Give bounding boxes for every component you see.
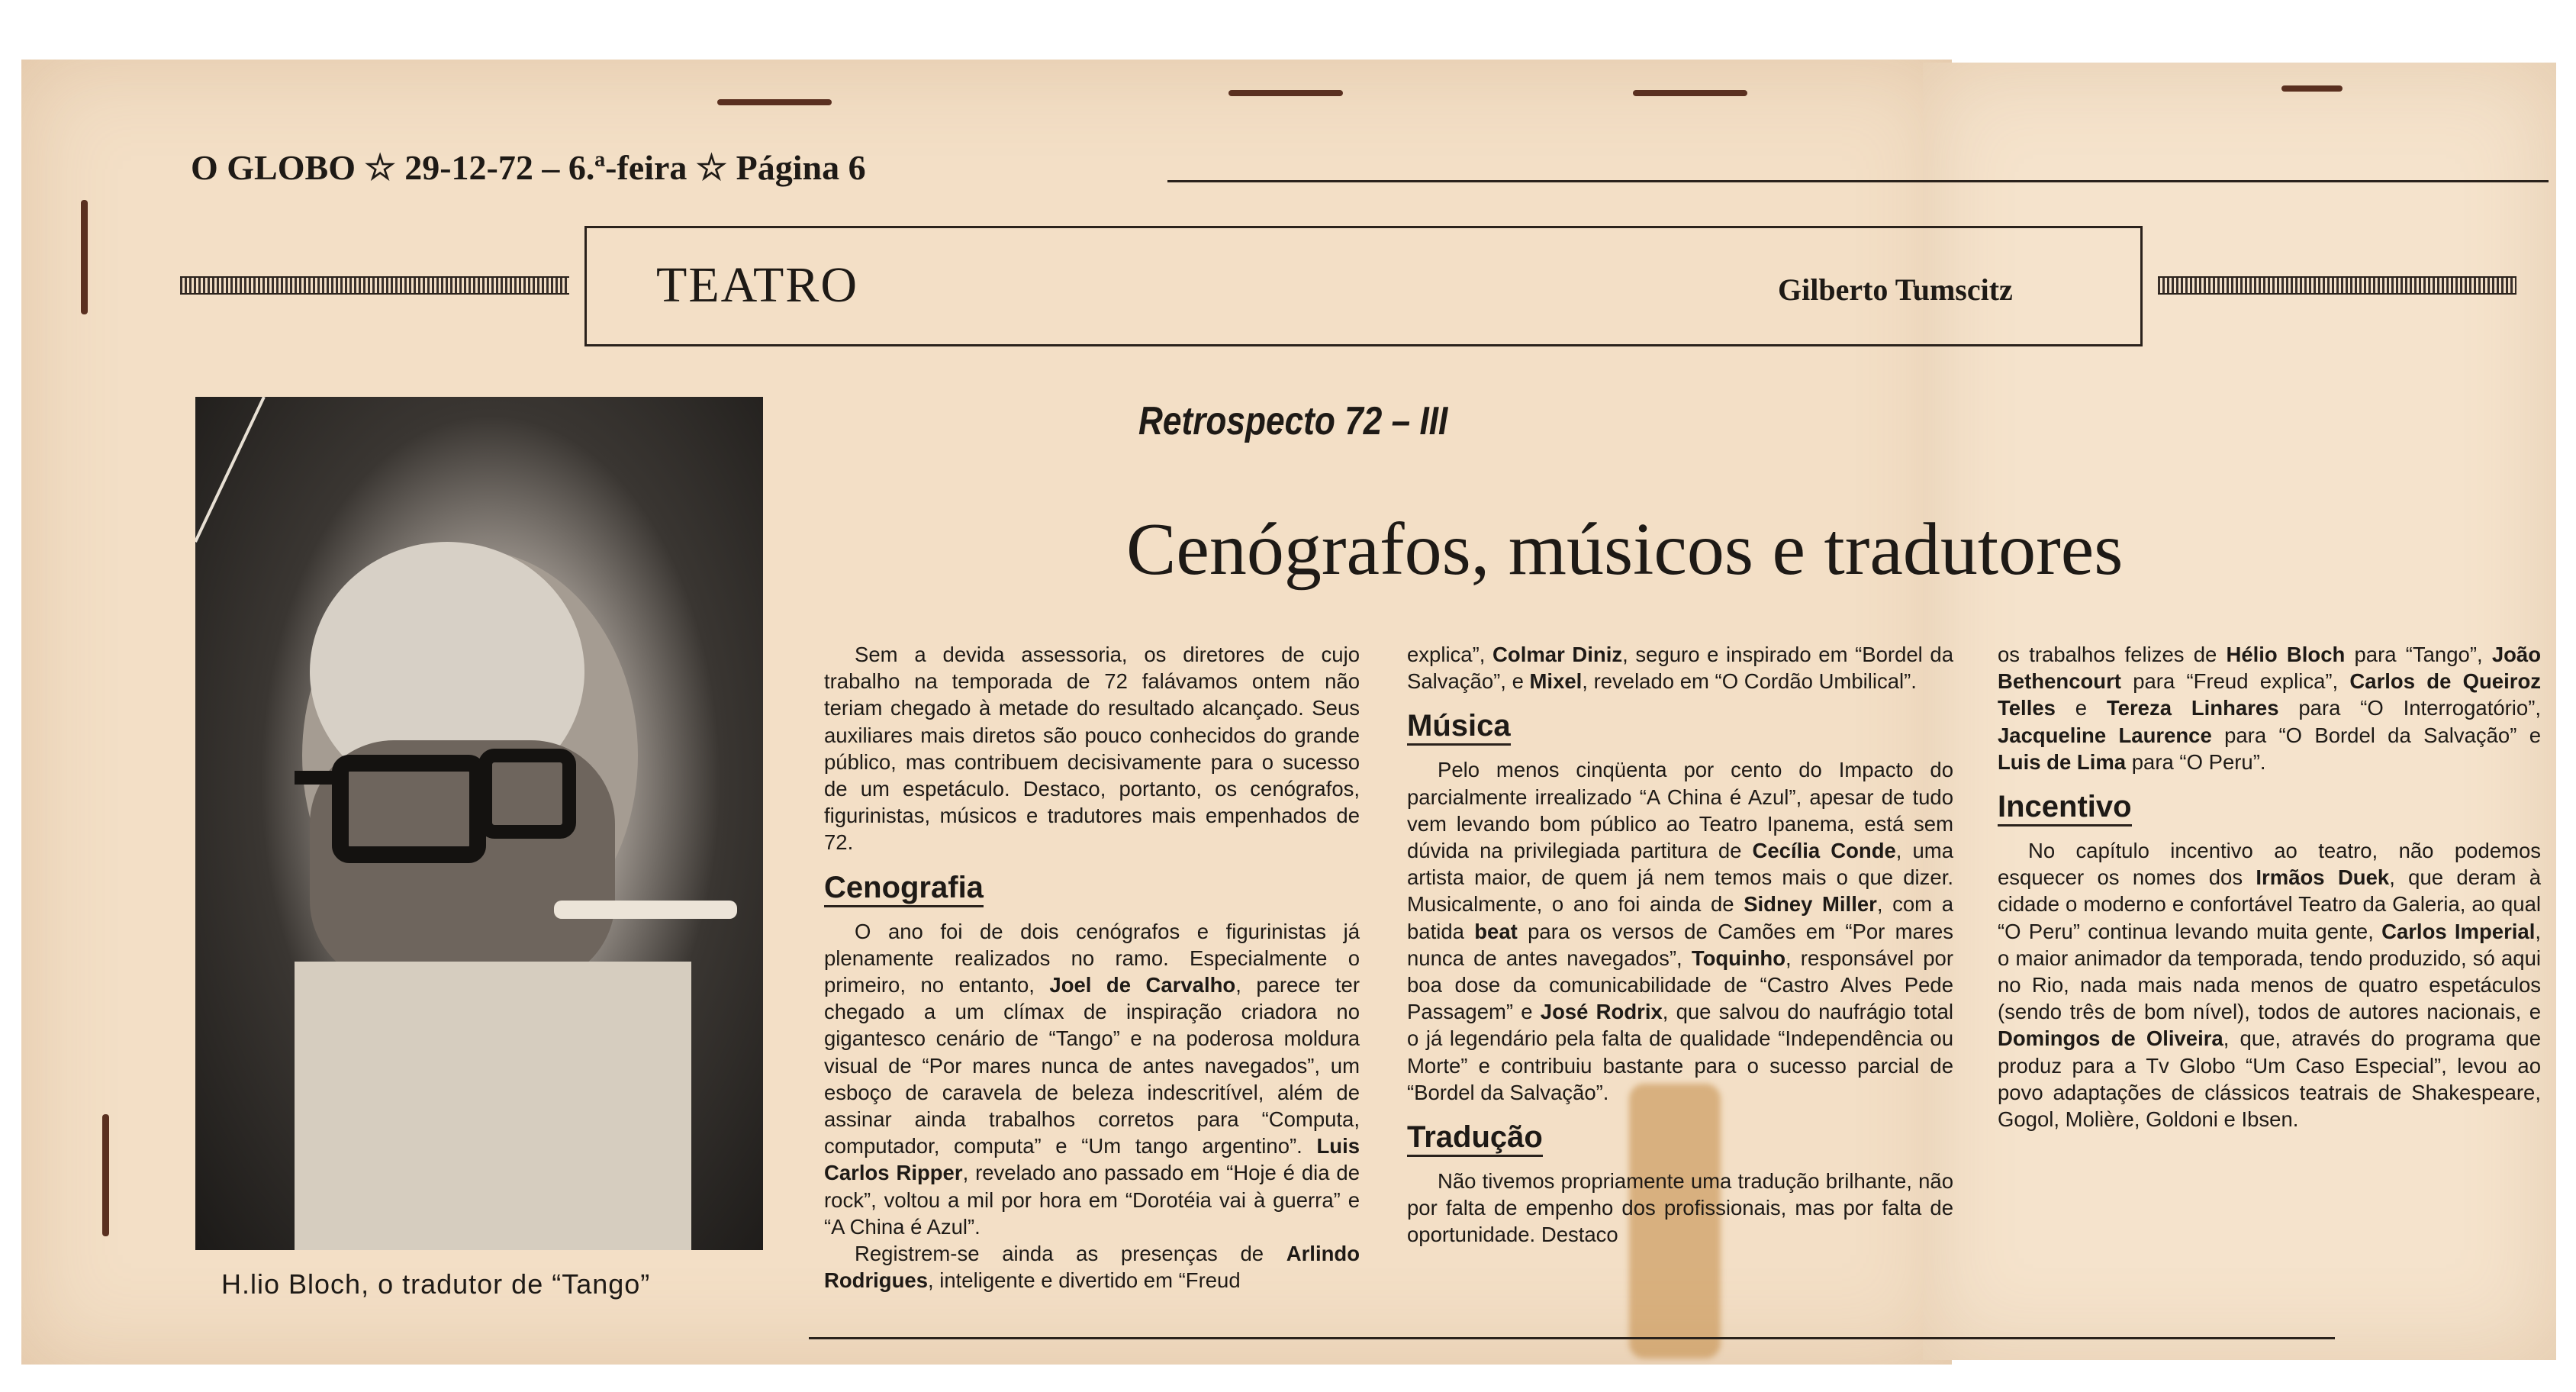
paragraph: Registrem-se ainda as presenças de Arlindo Rodrigues, inteligente e divertido em “Freud (824, 1242, 1360, 1293)
staple-mark (1228, 90, 1343, 96)
article-column-2 (1407, 641, 1953, 1249)
staple-mark (1633, 90, 1747, 96)
staple-mark (717, 99, 832, 105)
portrait-photo (195, 397, 763, 1250)
article-headline: Cenógrafos, músicos e tradutores (1126, 508, 2124, 591)
staple-mark (102, 1114, 109, 1236)
subheading-cenografia: Cenografia (824, 870, 984, 907)
paragraph: Pelo menos cinqüenta por cento do Impacto do parcialmente irrealizado “A China é Azul”, apesar de tudo vem levando bom público ao Teatro Ipanema, está sem dúvida na privilegiada partitura de Cecília Conde, uma artista maior, de quem já nem temos mais o que dizer. Musicalmente, o ano foi ainda de Sidney Miller, com a batida beat para os versos de Camões em “Por mares nunca de antes navegados”, Toquinho, responsável por boa dose da comunicabilidade de “Castro Alves Pede Passagem” e José Rodrix, que salvou do naufrágio total o já legendário pela falta de qualidade “Independência ou Morte” e contribuiu bastante para o sucesso parcial de “Bordel da Salvação”. (1407, 758, 1954, 1104)
paragraph: Sem a devida assessoria, os diretores de cujo trabalho na temporada de 72 falávamos ontem não teriam chegado à metade do resultado alcançado. Seus auxiliares mais diretos são pouco conhecidos do grande público, mas contribuem decisivamente para o sucesso de um espetáculo. Destaco, portanto, os cenógrafos, figurinistas, músicos e tradutores mais empenhados de 72. (824, 643, 1360, 855)
paragraph: os trabalhos felizes de Hélio Bloch para “Tango”, João Bethencourt para “Freud explica”, Carlos de Queiroz Telles e Tereza Linhares para “O Interrogatório”, Jacqueline Laurence para “O Bordel da Salvação” e Luis de Lima para “O Peru”. (1998, 643, 2542, 774)
staple-mark (2281, 85, 2343, 92)
subheading-musica: Música (1407, 708, 1511, 746)
article-column-1 (824, 641, 1360, 1294)
portrait-illustration (195, 397, 763, 1250)
photo-caption: H.lio Bloch, o tradutor de “Tango” (221, 1268, 651, 1300)
paragraph: Não tivemos propriamente uma tradução brilhante, não por falta de empenho dos profissionais, mas por falta de oportunidade. Destaco (1407, 1169, 1953, 1247)
byline: Gilberto Tumscitz (1778, 272, 2013, 307)
paragraph: O ano foi de dois cenógrafos e figurinistas já plenamente realizados no ramo. Especialmente o primeiro, no entanto, Joel de Carvalho, parece ter chegado a um clímax de inspiração criadora no gigantesco cenário de “Tango” e na poderosa moldura visual de “Por mares nunca de antes navegados”, um esboço de caravela de beleza indescritível, além de assinar ainda trabalhos corretos para “Computa, computador, computa” e “Um tango argentino”. Luis Carlos Ripper, revelado ano passado em “Hoje é dia de rock”, voltou a mil por hora em “Dorotéia vai à guerra” e “A China é Azul”. (824, 919, 1360, 1239)
paragraph: No capítulo incentivo ao teatro, não podemos esquecer os nomes dos Irmãos Duek, que deram à cidade o moderno e confortável Teatro da Galeria, ao qual “O Peru” continua levando muita gente, Carlos Imperial, o maior animador da temporada, tendo produzido, só aqui no Rio, nada mais nada menos de quatro espetáculos (sendo três de bom nível), todos de autores nacionais, e Domingos de Oliveira, que, através do programa que produz para a Tv Globo “Um Caso Especial”, levou ao povo adaptações de clássicos teatrais de Shakespeare, Gogol, Molière, Goldoni e Ibsen. (1998, 839, 2541, 1132)
staple-mark (81, 200, 88, 314)
section-title: TEATRO (656, 257, 858, 313)
subheading-traducao: Tradução (1407, 1120, 1543, 1157)
masthead: O GLOBO ☆ 29-12-72 – 6.ª-feira ☆ Página 6 (191, 148, 866, 187)
article-column-3 (1998, 641, 2541, 1133)
bottom-rule (809, 1337, 2335, 1339)
paragraph: explica”, Colmar Diniz, seguro e inspirado em “Bordel da Salvação”, e Mixel, revelado em “O Cordão Umbilical”. (1407, 643, 1954, 694)
section-hatch-right (2158, 276, 2516, 295)
masthead-rule (1167, 180, 2549, 182)
article-kicker: Retrospecto 72 – III (1138, 399, 1448, 443)
subheading-incentivo: Incentivo (1998, 789, 2132, 826)
section-hatch-left (180, 276, 569, 295)
